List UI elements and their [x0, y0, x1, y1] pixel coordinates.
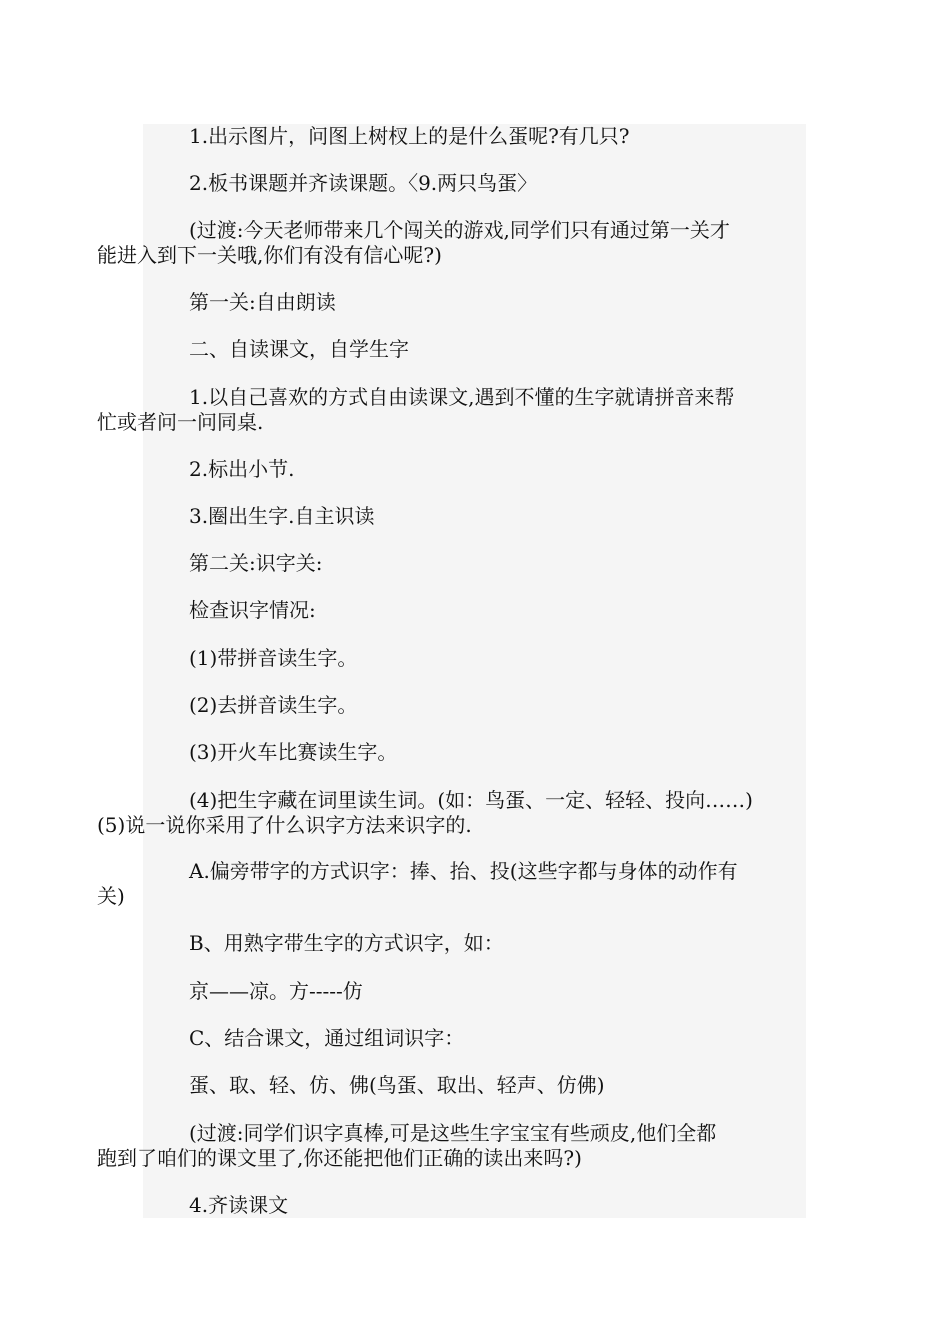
- text-line: 第二关:识字关:: [189, 551, 323, 575]
- text-line: 第一关:自由朗读: [189, 290, 336, 314]
- paragraph: [143, 693, 806, 718]
- text-line: 关): [97, 884, 125, 908]
- text-line: 跑到了咱们的课文里了,你还能把他们正确的读出来吗?): [97, 1146, 582, 1170]
- paragraph: [143, 646, 806, 671]
- paragraph: [97, 1121, 806, 1171]
- paragraph: [97, 859, 806, 909]
- text-line: 2.标出小节.: [189, 457, 295, 481]
- text-line: A.偏旁带字的方式识字：捧、抬、投(这些字都与身体的动作有: [189, 859, 738, 883]
- text-line: 3.圈出生字.自主识读: [189, 504, 375, 528]
- paragraph: [143, 551, 806, 576]
- text-line: 二、自读课文，自学生字: [189, 337, 409, 361]
- paragraph: [143, 598, 806, 623]
- text-line: (4)把生字藏在词里读生词。(如：鸟蛋、一定、轻轻、投向……): [189, 788, 753, 812]
- text-line: 1.出示图片，问图上树杈上的是什么蛋呢?有几只?: [189, 124, 630, 148]
- text-line: (2)去拼音读生字。: [189, 693, 358, 717]
- document-body: [97, 124, 806, 1218]
- text-line: C、结合课文，通过组词识字：: [189, 1026, 465, 1050]
- paragraph: [143, 979, 806, 1004]
- text-line: 2.板书课题并齐读课题。〈9.两只鸟蛋〉: [189, 171, 538, 195]
- text-line: 4.齐读课文: [189, 1193, 289, 1217]
- text-line: (3)开火车比赛读生字。: [189, 740, 398, 764]
- paragraph: [143, 504, 806, 529]
- paragraph: [143, 290, 806, 315]
- paragraph: [143, 1026, 806, 1051]
- text-line: (1)带拼音读生字。: [189, 646, 358, 670]
- paragraph: [143, 931, 806, 956]
- text-line: 京——凉。方-----仿: [189, 979, 363, 1003]
- paragraph: [97, 788, 806, 838]
- paragraph: [143, 337, 806, 362]
- text-line: (5)说一说你采用了什么识字方法来识字的.: [97, 813, 472, 837]
- paragraph: [97, 385, 806, 435]
- text-line: 1.以自己喜欢的方式自由读课文,遇到不懂的生字就请拼音来帮: [189, 385, 735, 409]
- paragraph: [143, 1193, 806, 1218]
- text-line: 能进入到下一关哦,你们有没有信心呢?): [97, 243, 442, 267]
- paragraph: [143, 171, 806, 196]
- text-line: 蛋、取、轻、仿、佛(鸟蛋、取出、轻声、仿佛): [189, 1073, 605, 1097]
- paragraph: [143, 740, 806, 765]
- paragraph: [97, 218, 806, 268]
- text-line: B、用熟字带生字的方式识字，如：: [189, 931, 504, 955]
- text-line: (过渡:今天老师带来几个闯关的游戏,同学们只有通过第一关才: [189, 218, 730, 242]
- text-line: (过渡:同学们识字真棒,可是这些生字宝宝有些顽皮,他们全都: [189, 1121, 717, 1145]
- paragraph: [143, 124, 806, 149]
- text-line: 检查识字情况:: [189, 598, 316, 622]
- paragraph: [143, 1073, 806, 1098]
- paragraph: [143, 457, 806, 482]
- text-line: 忙或者问一问同桌.: [97, 410, 264, 434]
